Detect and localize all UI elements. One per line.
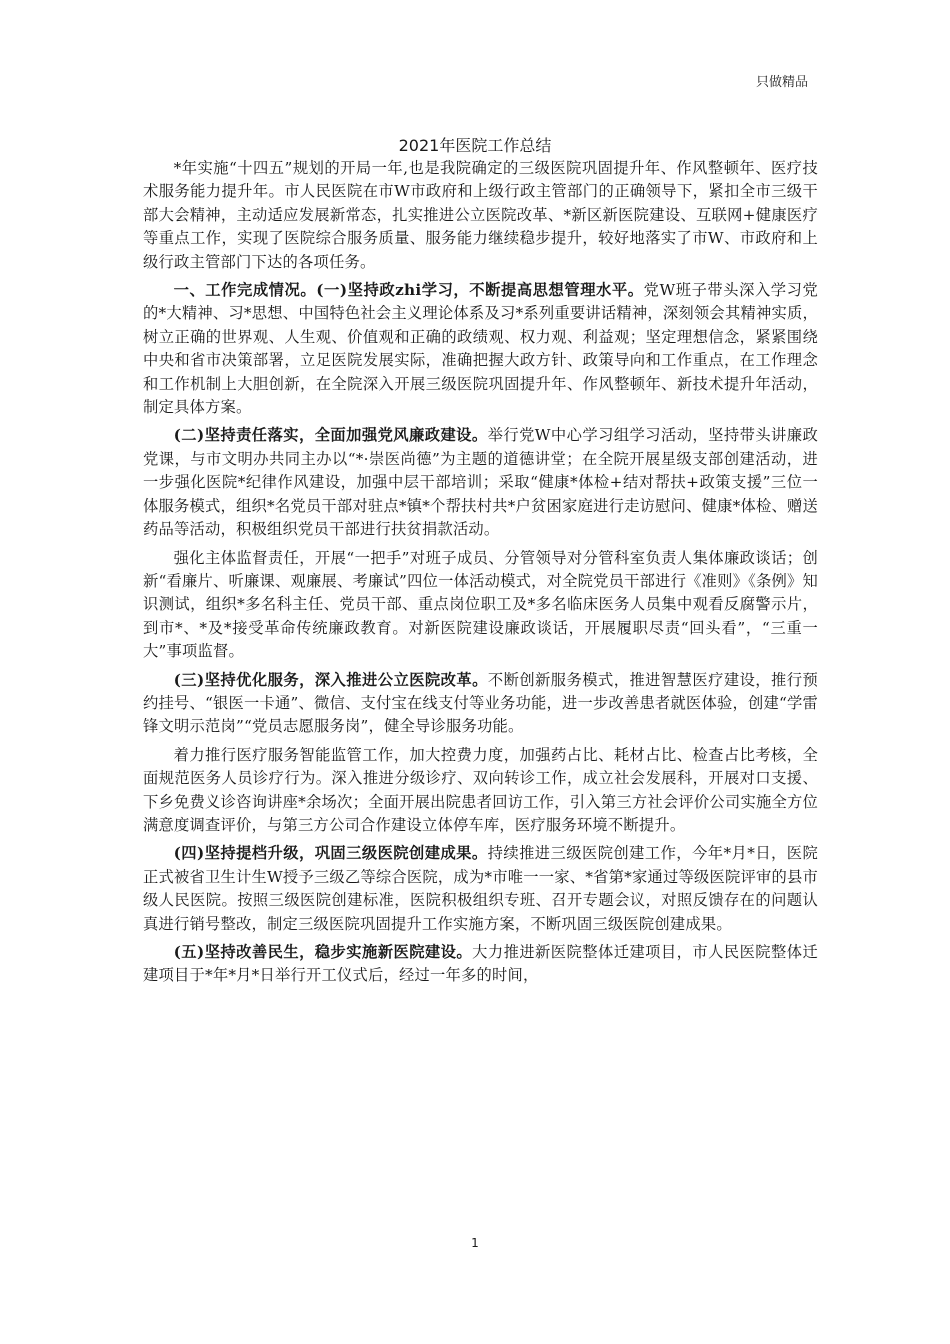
paragraph-section-2-cont [143, 547, 818, 664]
paragraph-section-4 [143, 842, 818, 936]
paragraph-text: 大力推进新医院整体迁建项目，市人民医院整体迁建项目于*年*月*日举行开工仪式后，经过一年多的时间， [143, 943, 818, 985]
paragraph-heading: (二)坚持责任落实，全面加强党风廉政建设。 [173, 426, 488, 445]
paragraph-text: 不断创新服务模式，推进智慧医疗建设，推行预约挂号、“银医一卡通”、微信、支付宝在线支付等业务功能，进一步改善患者就医体验，创建“学雷锋文明示范岗”“党员志愿服务岗”，健全导诊服务功能。 [143, 670, 818, 736]
paragraph-heading: (三)坚持优化服务，深入推进公立医院改革。 [173, 670, 488, 689]
paragraph-section-2 [143, 424, 818, 541]
paragraph-heading: 一、工作完成情况。(一)坚持政zhi学习，不断提高思想管理水平。 [173, 281, 644, 300]
paragraph-intro [143, 157, 818, 274]
header-note: 只做精品 [755, 75, 808, 90]
document-title: 2021年医院工作总结 [398, 136, 552, 155]
paragraph-section-3-cont [143, 744, 818, 838]
document-body [143, 157, 818, 988]
paragraph-text: *年实施“十四五”规划的开局一年,也是我院确定的三级医院巩固提升年、作风整顿年、医疗技术服务能力提升年。市人民医院在市W市政府和上级行政主管部门的正确领导下，紧扣全市三级干部大会精神，主动适应发展新常态，扎实推进公立医院改革、*新区新医院建设、互联网+健康医疗等重点工作，实现了医院综合服务质量、服务能力继续稳步提升，较好地落实了市W、市政府和上级行政主管部门下达的各项任务。 [143, 159, 818, 271]
paragraph-text: 党W班子带头深入学习党的*大精神、习*思想、中国特色社会主义理论体系及习*系列重要讲话精神，深刻领会其精神实质，树立正确的世界观、人生观、价值观和正确的政绩观、权力观、利益观；坚定理想信念，紧紧围绕中央和省市决策部署，立足医院发展实际，准确把握大政方针、政策导向和工作重点，在工作理念和工作机制上大胆创新，在全院深入开展三级医院巩固提升年、作风整顿年、新技术提升年活动，制定具体方案。 [143, 281, 818, 417]
paragraph-heading: (四)坚持提档升级，巩固三级医院创建成果。 [173, 844, 488, 863]
paragraph-section-3 [143, 669, 818, 739]
paragraph-section-1 [143, 279, 818, 419]
page-number: 1 [471, 1236, 479, 1250]
paragraph-text: 举行党W中心学习组学习活动，坚持带头讲廉政党课，与市文明办共同主办以“*·崇医尚德”为主题的道德讲堂；在全院开展星级支部创建活动，进一步强化医院*纪律作风建设，加强中层干部培训；采取“健康*体检+结对帮扶+政策支援”三位一体服务模式，组织*名党员干部对驻点*镇*个帮扶村共*户贫困家庭进行走访慰问、健康*体检、赠送药品等活动，积极组织党员干部进行扶贫捐款活动。 [143, 426, 818, 539]
paragraph-section-5 [143, 941, 818, 988]
paragraph-heading: (五)坚持改善民生，稳步实施新医院建设。 [173, 943, 473, 961]
paragraph-text: 强化主体监督责任，开展“一把手”对班子成员、分管领导对分管科室负责人集体廉政谈话；创新“看廉片、听廉课、观廉展、考廉试”四位一体活动模式，对全院党员干部进行《准则》《条例》知识测试，组织*多名科主任、党员干部、重点岗位职工及*多名临床医务人员集中观看反腐警示片，到市*、*及*接受革命传统廉政教育。对新医院建设廉政谈话，开展履职尽责“回头看”，“三重一大”事项监督。 [143, 548, 818, 661]
paragraph-text: 着力推行医疗服务智能监管工作，加大控费力度，加强药占比、耗材占比、检查占比考核，全面规范医务人员诊疗行为。深入推进分级诊疗、双向转诊工作，成立社会发展科，开展对口支援、下乡免费义诊咨询讲座*余场次；全面开展出院患者回访工作，引入第三方社会评价公司实施全方位满意度调查评价，与第三方公司合作建设立体停车库，医疗服务环境不断提升。 [143, 745, 818, 834]
paragraph-text: 持续推进三级医院创建工作，今年*月*日，医院正式被省卫生计生W授予三级乙等综合医院，成为*市唯一一家、*省第*家通过等级医院评审的县市级人民医院。按照三级医院创建标准，医院积极组织专班、召开专题会议，对照反馈存在的问题认真进行销号整改，制定三级医院巩固提升工作实施方案，不断巩固三级医院创建成果。 [143, 844, 818, 933]
